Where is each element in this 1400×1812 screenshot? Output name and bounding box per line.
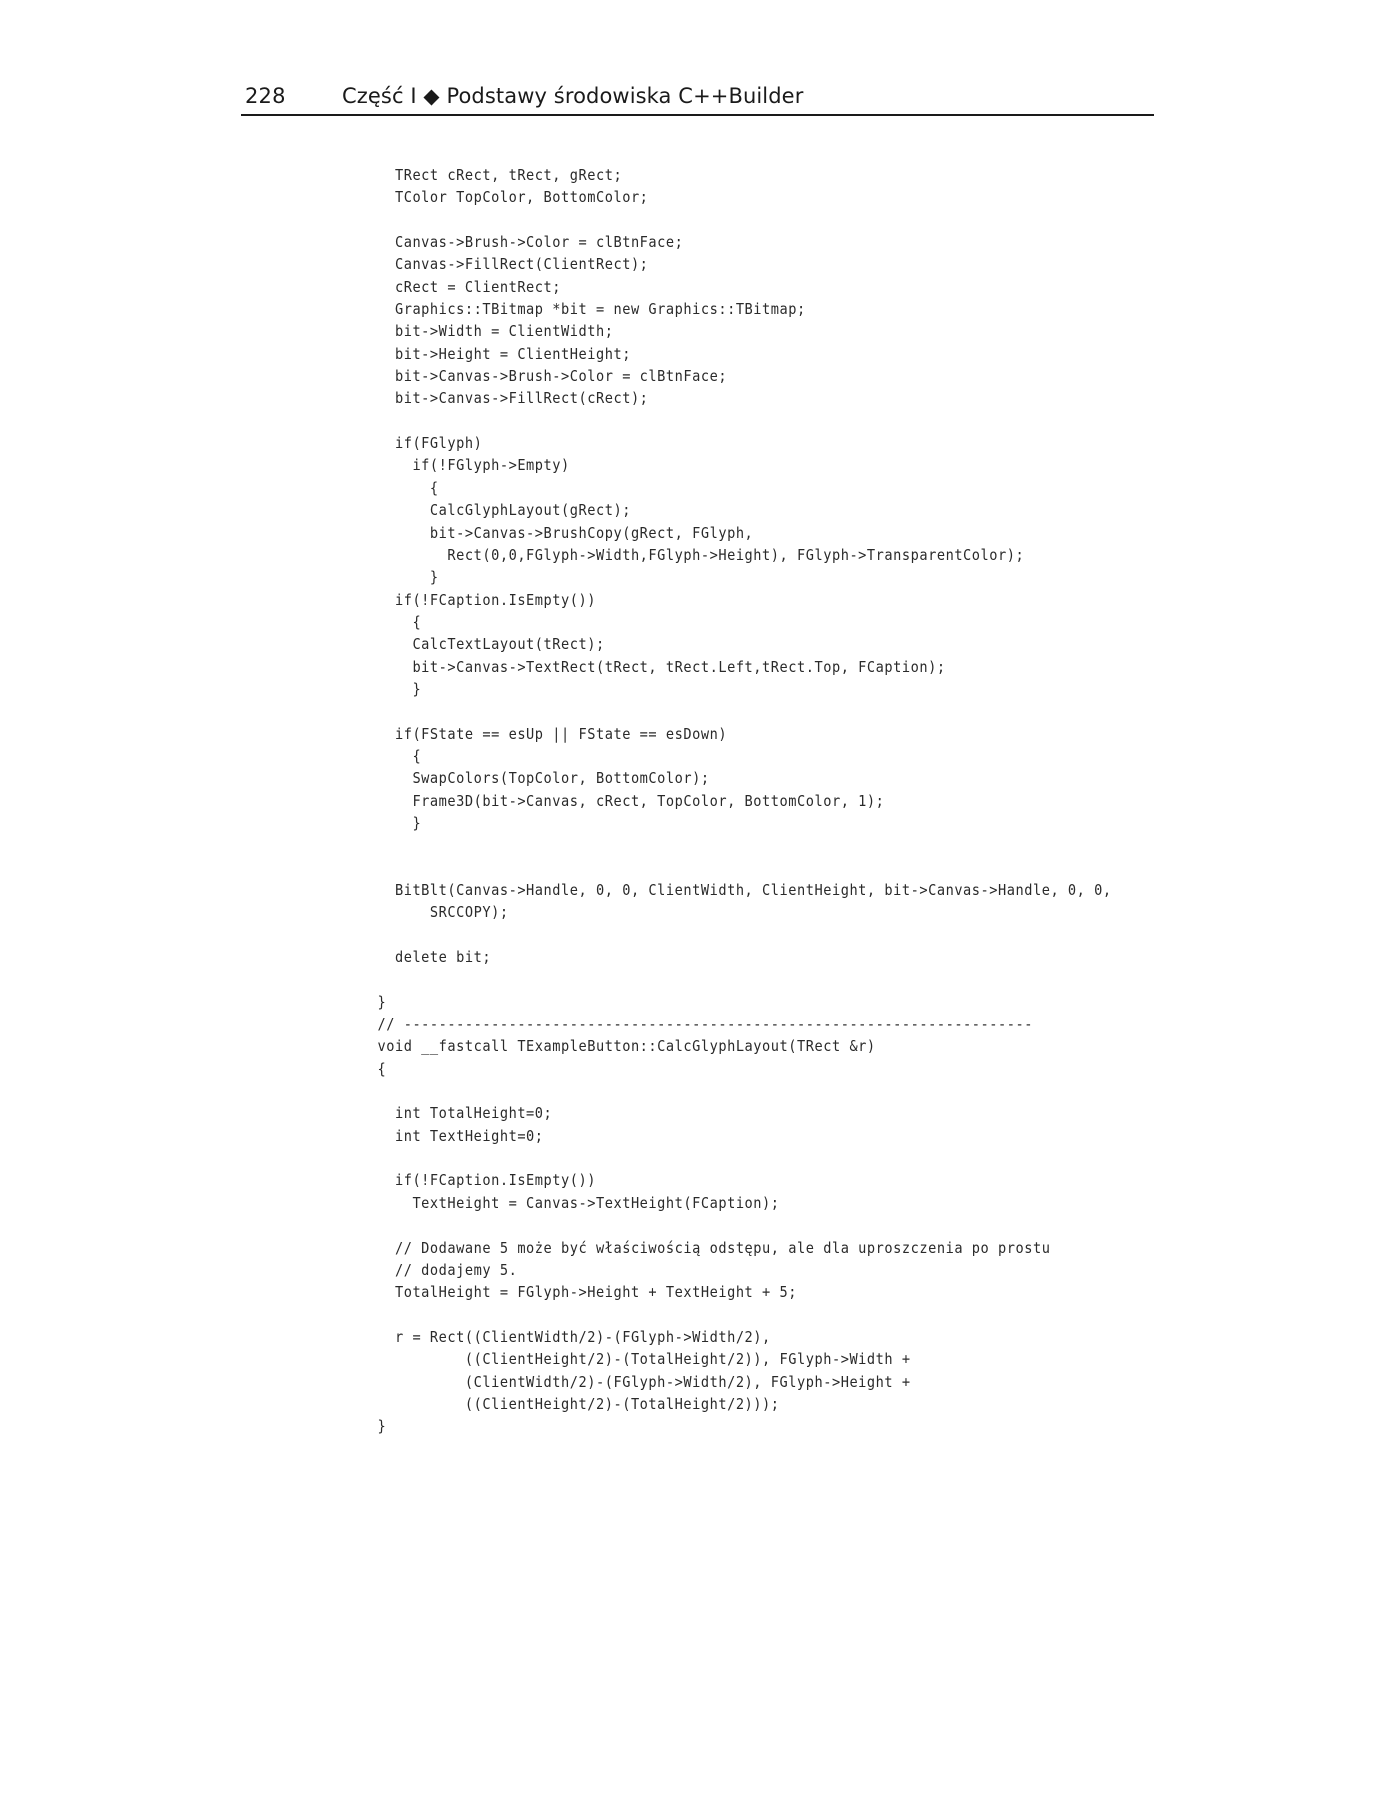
header-rule [241, 114, 1154, 116]
code-listing: TRect cRect, tRect, gRect; TColor TopColor, BottomColor; Canvas->Brush->Color = clBtnFace; Canvas->FillRect(ClientRect); cRect = ClientRect; Graphics::TBitmap *bit = new Graphics::TBitmap; bit->Width = ClientWidth; bit->Height = ClientHeight; bit->Canvas->Brush->Color = clBtnFace; bit->Canvas->FillRect(cRect); if(FGlyph) if(!FGlyph->Empty) { CalcGlyphLayout(gRect); bit->Canvas->BrushCopy(gRect, FGlyph, Rect(0,0,FGlyph->Width,FGlyph->Height), FGlyph->TransparentColor); } if(!FCaption.IsEmpty()) { CalcTextLayout(tRect); bit->Canvas->TextRect(tRect, tRect.Left,tRect.Top, FCaption); } if(FState == esUp || FState == esDown) { SwapColors(TopColor, BottomColor); Frame3D(bit->Canvas, cRect, TopColor, BottomColor, 1); } BitBlt(Canvas->Handle, 0, 0, ClientWidth, ClientHeight, bit->Canvas->Handle, 0, 0, SRCCOPY); delete bit; } // ------------------------------------------------------------------------ void __fastcall TExampleButton::CalcGlyphLayout(TRect &r) { int TotalHeight=0; int TextHeight=0; if(!FCaption.IsEmpty()) TextHeight = Canvas->TextHeight(FCaption); // Dodawane 5 może być właściwością odstępu, ale dla uproszczenia po prostu // dodajemy 5. TotalHeight = FGlyph->Height + TextHeight + 5; r = Rect((ClientWidth/2)-(FGlyph->Width/2), ((ClientHeight/2)-(TotalHeight/2)), FGlyph->Width + (ClientWidth/2)-(FGlyph->Width/2), FGlyph->Height + ((ClientHeight/2)-(TotalHeight/2))); } [377, 166, 1112, 1436]
running-header [241, 82, 1154, 116]
chapter-title: Część I ◆ Podstawy środowiska C++Builder [342, 84, 804, 108]
page-number: 228 [245, 84, 286, 108]
